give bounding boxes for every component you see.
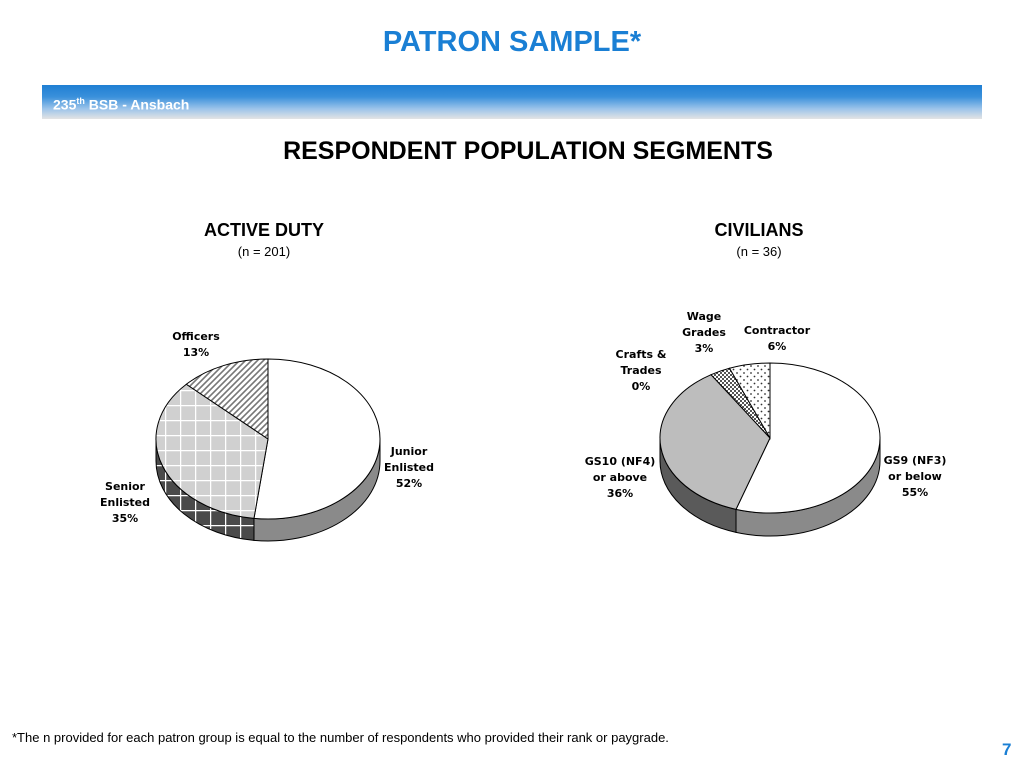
slice-label-line: 55% [901, 486, 929, 499]
page-title: PATRON SAMPLE* [382, 26, 642, 58]
slice-label-0-2 [172, 330, 220, 359]
slice-label-line: 36% [606, 487, 634, 500]
slice-label-line: or above [592, 471, 648, 484]
banner-sup: th [76, 96, 85, 106]
pie-active-duty [100, 330, 434, 541]
slice-label-line: Contractor [743, 324, 811, 337]
page-number: 7 [1002, 740, 1012, 759]
slice-label-line: Grades [682, 326, 726, 339]
slice-label-1-4 [744, 324, 811, 353]
slice-label-line: Senior [105, 480, 145, 493]
chart-n-active-duty: (n = 201) [237, 244, 291, 259]
section-subtitle: RESPONDENT POPULATION SEGMENTS [283, 137, 773, 165]
slice-label-line: 52% [395, 477, 423, 490]
chart-n-civilians: (n = 36) [736, 244, 782, 259]
slice-label-line: Trades [620, 364, 662, 377]
slice-label-line: 13% [182, 346, 210, 359]
slice-label-1-2 [616, 348, 667, 393]
banner-base: 235 [53, 96, 77, 113]
footnote: *The n provided for each patron group is equal to the number of respondents who provided their rank or paygrade. [12, 730, 669, 745]
slice-label-line: 6% [767, 340, 787, 353]
chart-title-active-duty: ACTIVE DUTY [203, 220, 324, 240]
slice-label-line: or below [888, 470, 942, 483]
slice-label-line: Crafts & [615, 348, 667, 361]
slice-label-line: Enlisted [383, 461, 435, 474]
chart-title-civilians: CIVILIANS [714, 220, 804, 240]
slice-label-line: GS10 (NF4) [584, 455, 656, 468]
slice-label-1-1 [585, 455, 656, 500]
slice-label-line: 3% [694, 342, 714, 355]
slice-label-line: Enlisted [99, 496, 151, 509]
slice-label-line: 0% [631, 380, 651, 393]
banner-rest: BSB - Ansbach [84, 96, 190, 113]
slice-label-1-3 [682, 310, 726, 355]
slice-label-0-1 [100, 480, 150, 525]
slice-label-1-0 [884, 454, 947, 499]
slice-label-line: GS9 (NF3) [883, 454, 947, 467]
slice-label-line: Junior [390, 445, 428, 458]
slice-label-0-0 [384, 445, 434, 490]
pie-civilians [585, 310, 947, 536]
slice-label-line: Wage [686, 310, 722, 323]
slice-label-line: 35% [111, 512, 139, 525]
slice-label-line: Officers [172, 330, 220, 343]
